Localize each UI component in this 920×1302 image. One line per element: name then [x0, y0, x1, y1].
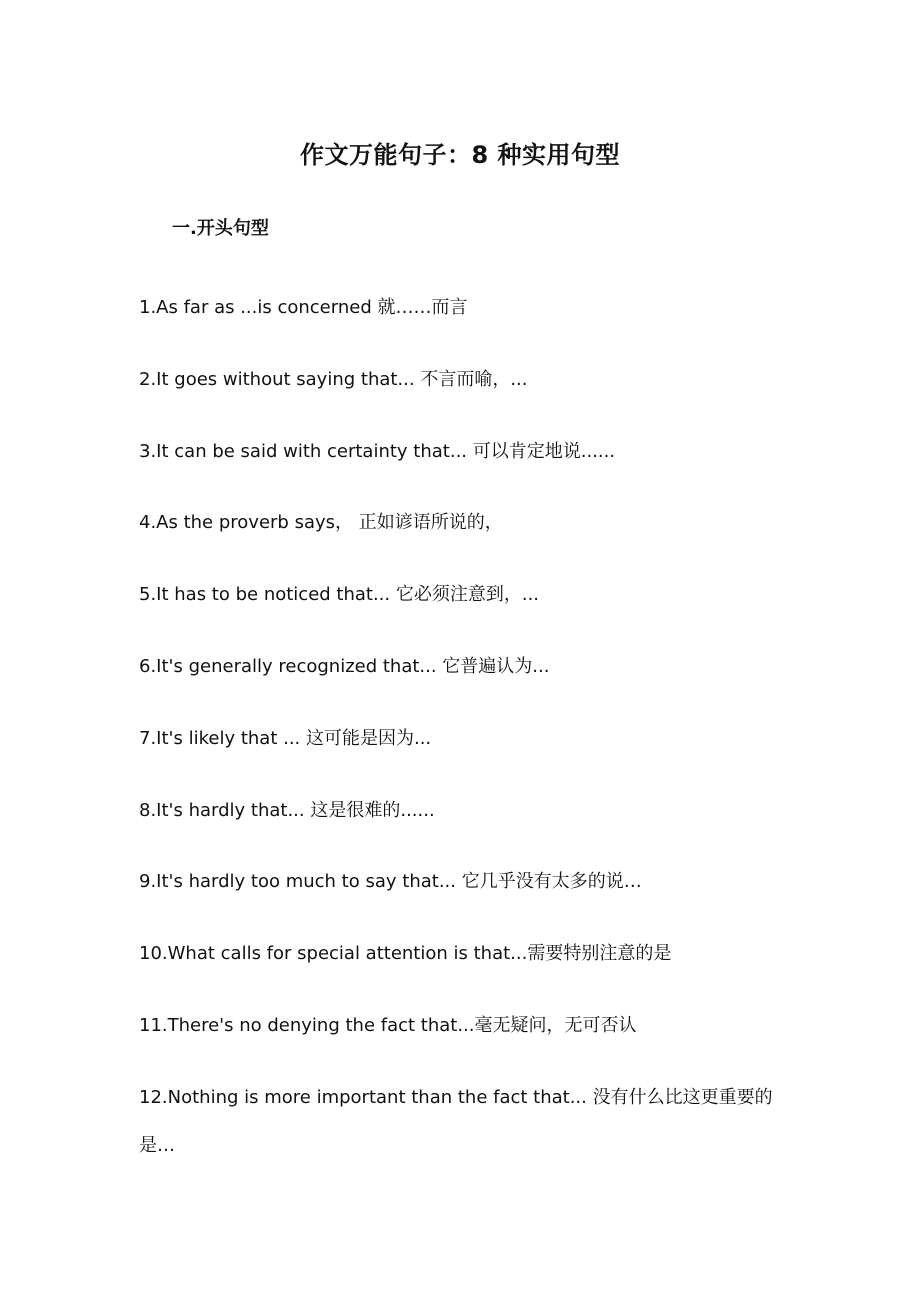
list-item: 1.As far as ...is concerned 就……而言: [139, 297, 468, 318]
list-item: 6.It's generally recognized that... 它普遍认为...: [139, 655, 550, 677]
section-heading: 一.开头句型: [172, 218, 269, 239]
sentence-list: [139, 284, 789, 1194]
list-item: 2.It goes without saying that... 不言而喻，...: [139, 368, 528, 390]
list-item: 11.There's no denying the fact that...毫无疑问，无可否认: [139, 1014, 637, 1036]
list-item: 7.It's likely that ... 这可能是因为...: [139, 727, 432, 749]
list-item: 12.Nothing is more important than the fact that... 没有什么比这更重要的是…: [139, 1086, 773, 1156]
list-item: 4.As the proverb says， 正如谚语所说的，: [139, 512, 503, 534]
list-item: 10.What calls for special attention is that...需要特别注意的是: [139, 943, 672, 965]
list-item: 5.It has to be noticed that... 它必须注意到，...: [139, 584, 540, 606]
list-item: 8.It's hardly that... 这是很难的......: [139, 799, 435, 821]
list-item: 9.It's hardly too much to say that... 它几乎没有太多的说…: [139, 871, 642, 893]
list-item: 3.It can be said with certainty that... 可以肯定地说......: [139, 440, 616, 462]
document-title: 作文万能句子：8 种实用句型: [299, 141, 621, 169]
